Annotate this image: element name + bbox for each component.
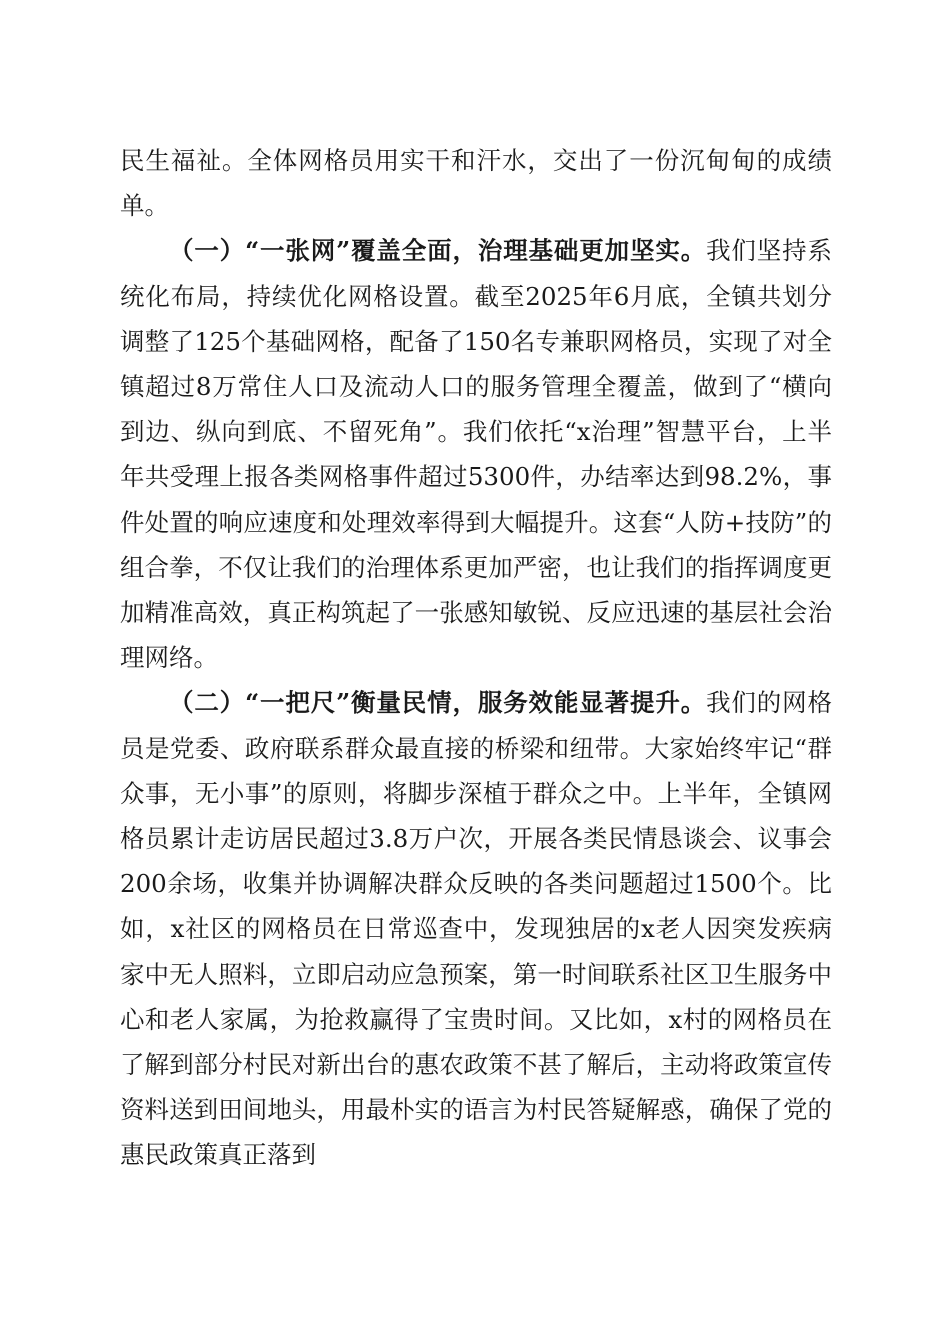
document-body — [120, 138, 832, 1178]
paragraph-section-one — [120, 228, 832, 680]
paragraph-continuation — [120, 138, 832, 228]
section-heading-one: （一）“一张网”覆盖全面，治理基础更加坚实。 — [169, 236, 707, 266]
paragraph-text: 我们坚持系统化布局，持续优化网格设置。截至2025年6月底，全镇共划分调整了125个基础网格，配备了150名专兼职网格员，实现了对全镇超过8万常住人口及流动人口的服务管理全覆盖，做到了“横向到边、纵向到底、不留死角”。我们依托“x治理”智慧平台，上半年共受理上报各类网格事件超过5300件，办结率达到98.2%，事件处置的响应速度和处理效率得到大幅提升。这套“人防+技防”的组合拳，不仅让我们的治理体系更加严密，也让我们的指挥调度更加精准高效，真正构筑起了一张感知敏锐、反应迅速的基层社会治理网络。 — [120, 236, 832, 673]
paragraph-text: 我们的网格员是党委、政府联系群众最直接的桥梁和纽带。大家始终牢记“群众事，无小事”的原则，将脚步深植于群众之中。上半年，全镇网格员累计走访居民超过3.8万户次，开展各类民情恳谈会、议事会200余场，收集并协调解决群众反映的各类问题超过1500个。比如，x社区的网格员在日常巡查中，发现独居的x老人因突发疾病家中无人照料，立即启动应急预案，第一时间联系社区卫生服务中心和老人家属，为抢救赢得了宝贵时间。又比如，x村的网格员在了解到部分村民对新出台的惠农政策不甚了解后，主动将政策宣传资料送到田间地头，用最朴实的语言为村民答疑解惑，确保了党的惠民政策真正落到 — [120, 688, 832, 1170]
paragraph-section-two — [120, 680, 832, 1177]
section-heading-two: （二）“一把尺”衡量民情，服务效能显著提升。 — [169, 688, 707, 718]
paragraph-text: 民生福祉。全体网格员用实干和汗水，交出了一份沉甸甸的成绩单。 — [120, 146, 832, 221]
